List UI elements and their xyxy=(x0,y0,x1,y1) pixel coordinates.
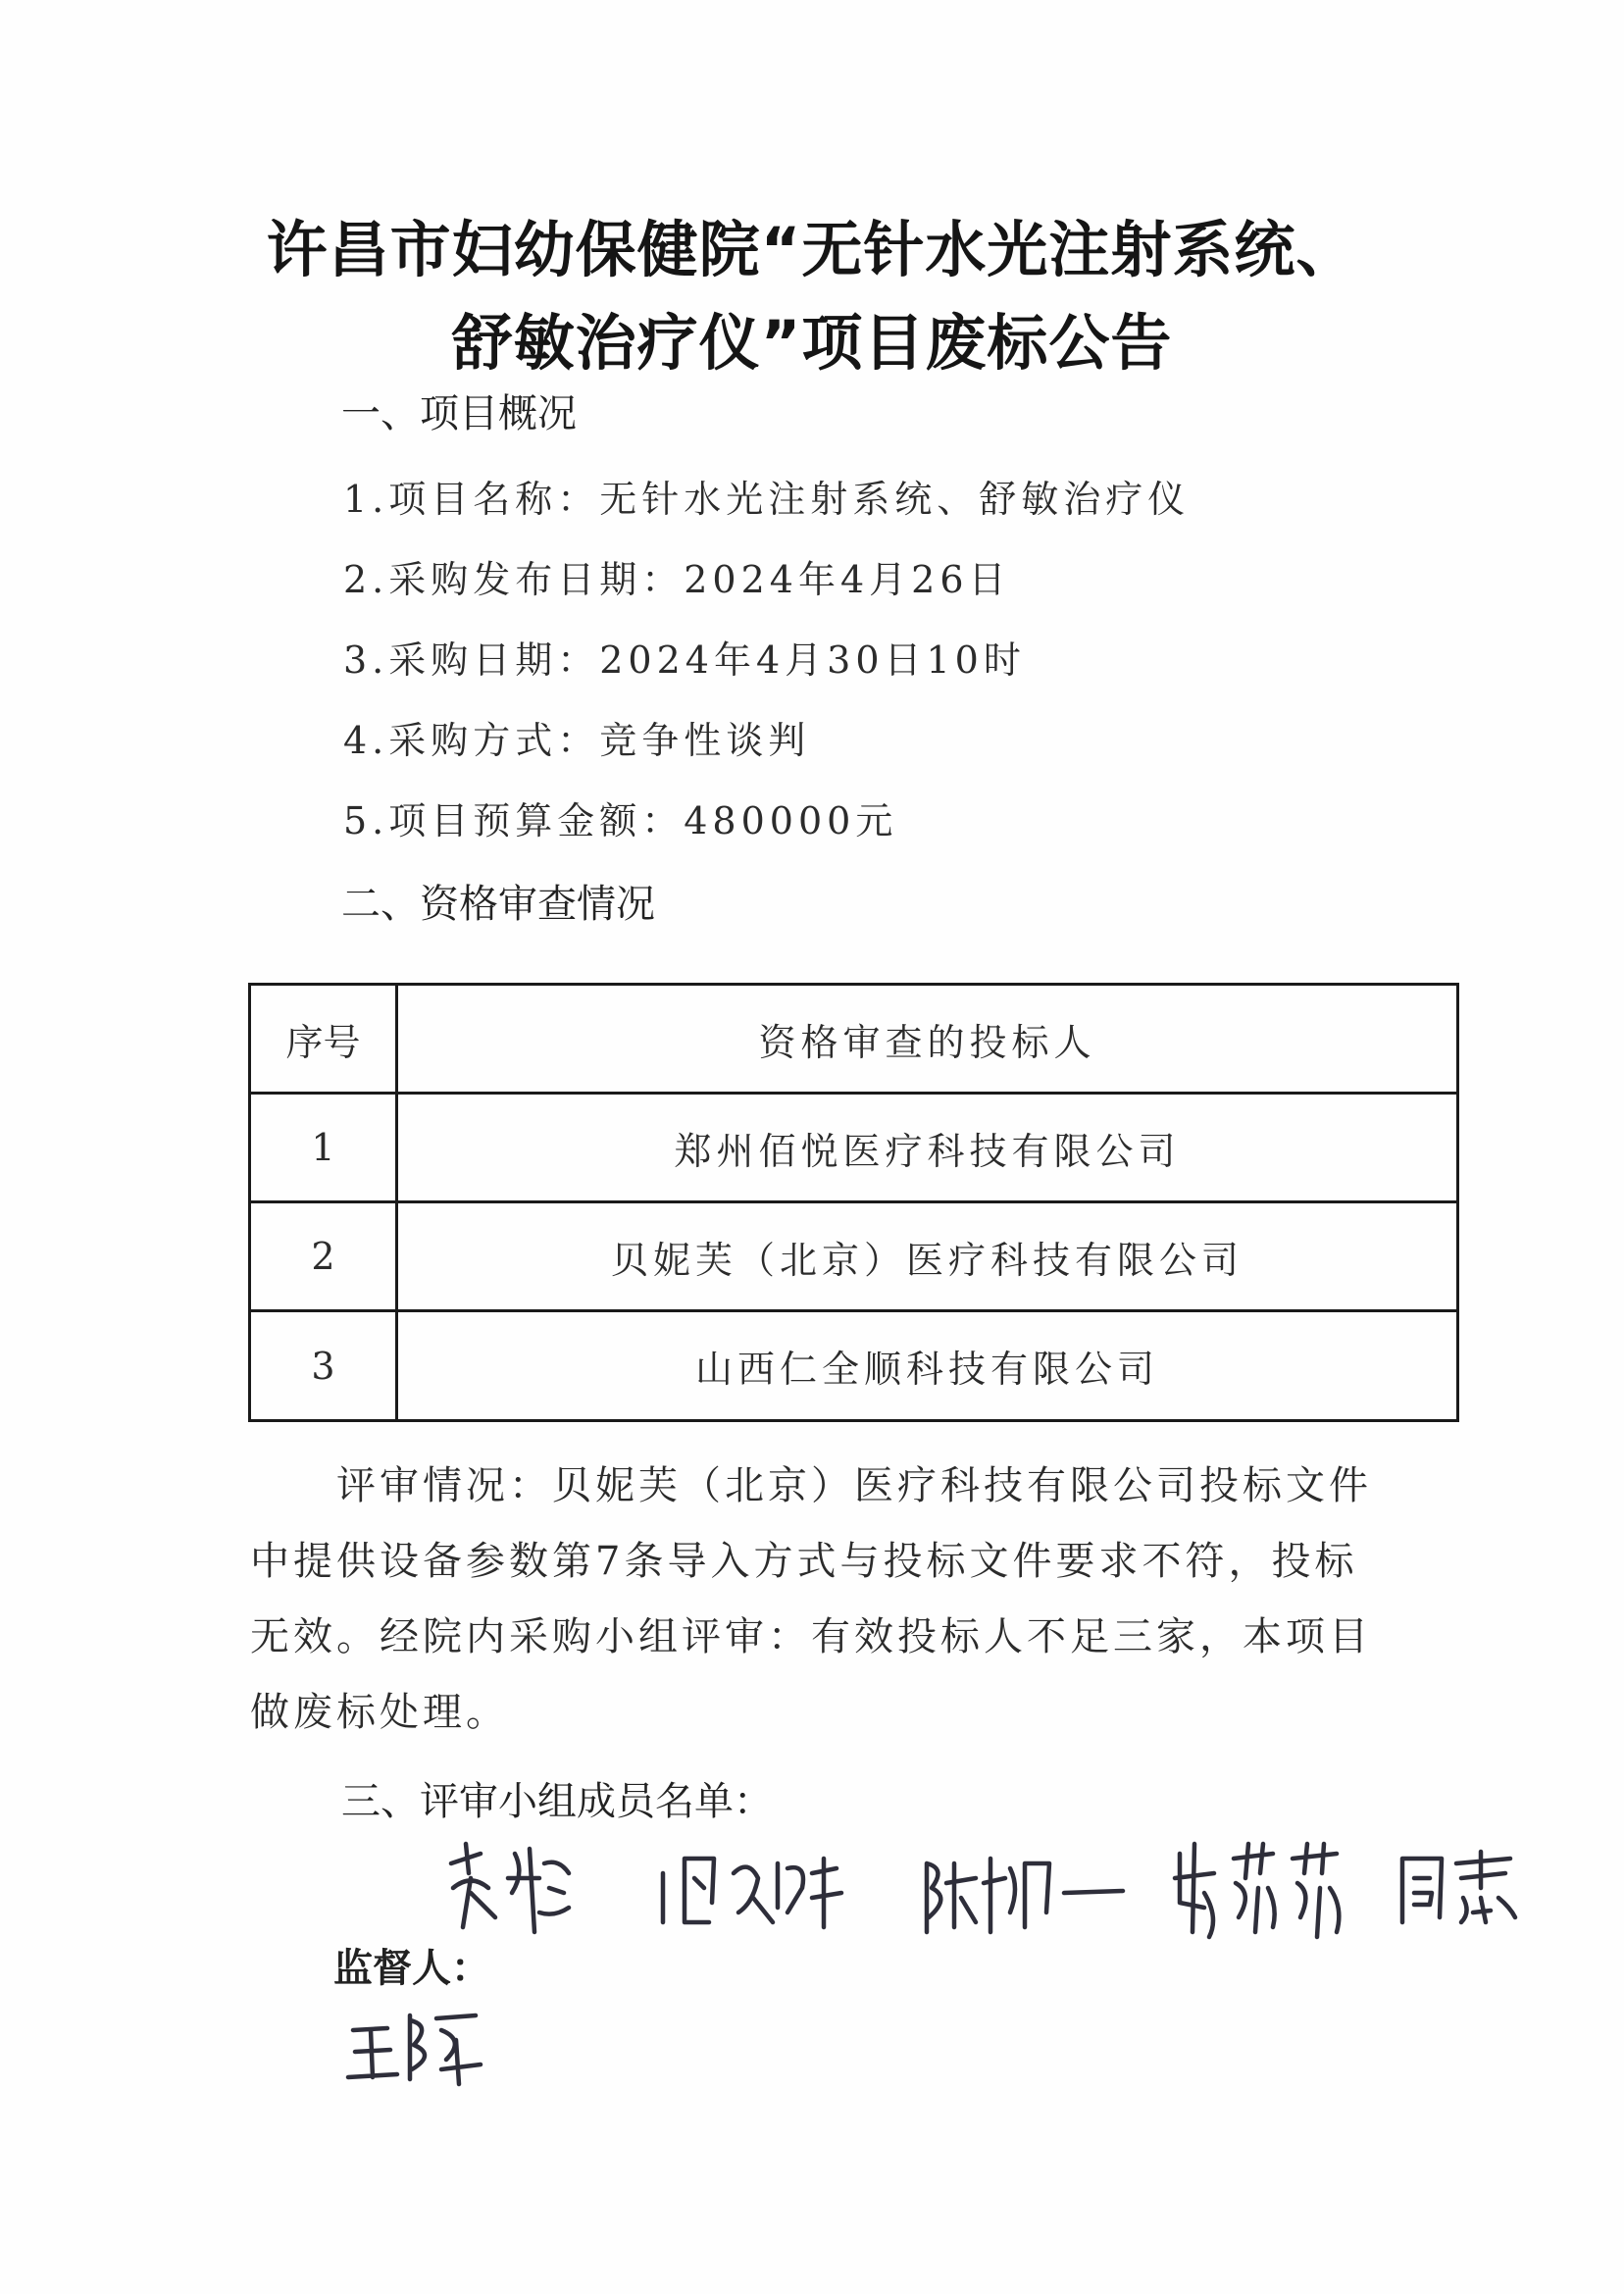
bidder-name-cell: 山西仁全顺科技有限公司 xyxy=(694,1348,1159,1391)
section-heading-review-panel: 三、评审小组成员名单： xyxy=(341,1779,773,1824)
supervisor-label: 监督人： xyxy=(333,1946,490,1991)
review-text-line-3: 无效。经院内采购小组评审：有效投标人不足三家，本项目 xyxy=(250,1614,1372,1659)
project-name-item: 1.项目名称：无针水光注射系统、舒敏治疗仪 xyxy=(343,478,1191,521)
purchase-date-item: 3.采购日期：2024年4月30日10时 xyxy=(343,638,1026,682)
row-number-cell: 1 xyxy=(251,1095,398,1200)
signature-member-2 xyxy=(655,1844,851,1937)
purchase-method-item: 4.采购方式：竞争性谈判 xyxy=(343,719,811,762)
table-row xyxy=(251,1312,1456,1419)
signature-member-1 xyxy=(441,1834,579,1942)
bidder-name-cell: 贝妮芙（北京）医疗科技有限公司 xyxy=(610,1238,1243,1282)
row-number-cell: 3 xyxy=(251,1312,398,1419)
review-text-line-4: 做废标处理。 xyxy=(250,1690,509,1735)
review-text-line-1: 评审情况：贝妮芙（北京）医疗科技有限公司投标文件 xyxy=(250,1463,1372,1508)
signature-supervisor xyxy=(343,2001,490,2089)
section-heading-qualification: 二、资格审查情况 xyxy=(341,882,655,927)
document-title-line-2: 舒敏治疗仪”项目废标公告 xyxy=(451,307,1173,379)
header-cell-number: 序号 xyxy=(251,986,398,1092)
table-row xyxy=(251,1095,1456,1203)
signature-member-4 xyxy=(1165,1834,1361,1947)
row-number-cell: 2 xyxy=(251,1203,398,1309)
signature-member-3 xyxy=(917,1844,1133,1942)
publish-date-item: 2.采购发布日期：2024年4月26日 xyxy=(343,558,1011,601)
budget-item: 5.项目预算金额：480000元 xyxy=(343,799,898,842)
qualification-table xyxy=(248,983,1459,1422)
table-header-row xyxy=(251,986,1456,1095)
table-row xyxy=(251,1203,1456,1312)
document-title-line-1: 许昌市妇幼保健院“无针水光注射系统、 xyxy=(266,214,1358,285)
review-text-line-2: 中提供设备参数第7条导入方式与投标文件要求不符，投标 xyxy=(250,1539,1358,1584)
section-heading-overview: 一、项目概况 xyxy=(341,391,577,436)
signature-member-5 xyxy=(1393,1844,1530,1932)
header-cell-bidder: 资格审查的投标人 xyxy=(758,1020,1096,1064)
bidder-name-cell: 郑州佰悦医疗科技有限公司 xyxy=(674,1129,1181,1173)
